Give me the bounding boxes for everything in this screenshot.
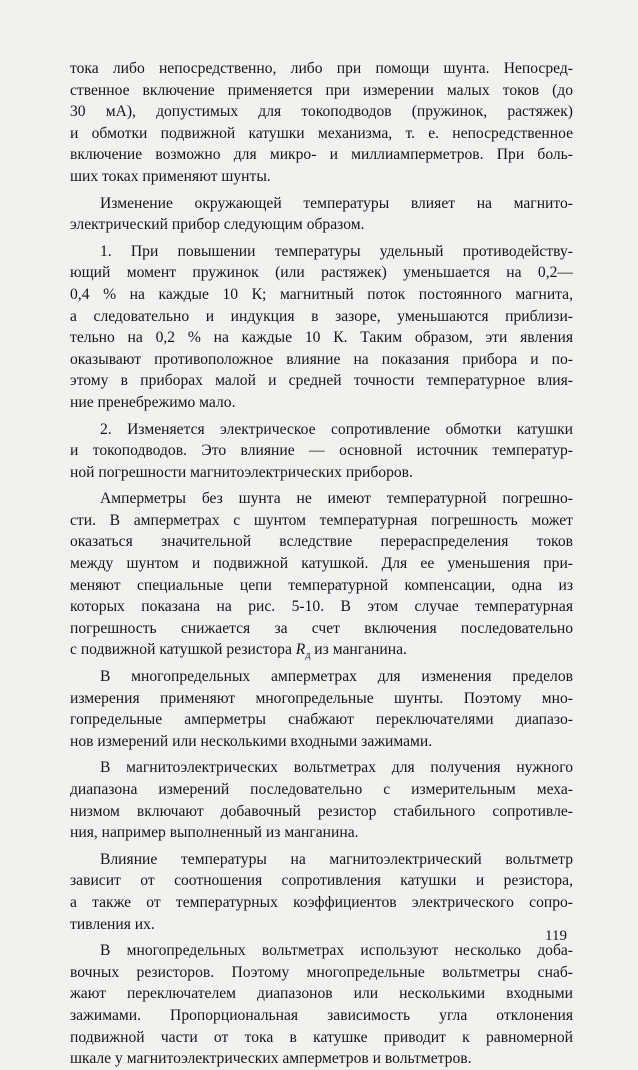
resistor-symbol: R: [295, 641, 306, 659]
text-line: сти. В амперметрах с шунтом температурная погрешность может: [70, 511, 573, 529]
page-number: 119: [545, 928, 567, 944]
text-line: а следовательно и индукция в зазоре, уменьшаются приблизи-: [70, 307, 573, 325]
paragraph-5: [70, 488, 573, 661]
paragraph-2: [70, 193, 573, 236]
page-body-text: [70, 58, 573, 1070]
text-line: ственное включение применяется при измерении малых токов (до: [70, 81, 573, 99]
text-line: вочных резисторов. Поэтому многопредельные вольтметры снаб-: [70, 963, 573, 981]
text-line: оказывают противоположное влияние на показания прибора и по-: [70, 350, 573, 368]
text-line: меняют специальные цепи температурной компенсации, одна из: [70, 576, 573, 594]
text-line: ной погрешности магнитоэлектрических приборов.: [70, 463, 413, 481]
text-line: между шунтом и подвижной катушкой. Для ее уменьшения при-: [70, 555, 573, 573]
text-line: а также от температурных коэффициентов электрического сопро-: [70, 893, 573, 911]
text-line: и обмотки подвижной катушки механизма, т. е. непосредственное: [70, 124, 573, 142]
text-line: погрешность снижается за счет включения последовательно: [70, 619, 573, 637]
text-line: ние пренебрежимо мало.: [70, 393, 236, 411]
text-line: шкале у магнитоэлектрических амперметров и вольтметров.: [70, 1050, 472, 1068]
text-line: измерения применяют многопредельные шунты. Поэтому мно-: [70, 689, 573, 707]
paragraph-4: [70, 419, 573, 484]
resistor-line-after: из манганина.: [310, 641, 407, 659]
paragraph-8: [70, 849, 573, 935]
text-line: В многопредельных амперметрах для изменения пределов: [100, 668, 573, 686]
text-line: ющий момент пружинок (или растяжек) уменьшается на 0,2—: [70, 264, 573, 282]
text-line: 0,4 % на каждые 10 К; магнитный поток постоянного магнита,: [70, 285, 573, 303]
paragraph-1: [70, 58, 573, 188]
text-line: которых показана на рис. 5-10. В этом случае температурная: [70, 598, 573, 616]
text-line: тельно на 0,2 % на каждые 10 К. Таким образом, эти явления: [70, 329, 573, 347]
text-line: нов измерений или несколькими входными зажимами.: [70, 732, 433, 750]
text-line: Влияние температуры на магнитоэлектрический вольтметр: [100, 850, 573, 868]
text-line: и токоподводов. Это влияние — основной источник температур-: [70, 442, 573, 460]
text-line: зажимами. Пропорциональная зависимость угла отклонения: [70, 1006, 573, 1024]
paragraph-7: [70, 757, 573, 843]
text-line: 1. При повышении температуры удельный противодейству-: [100, 242, 573, 260]
text-line: гопредельные амперметры снабжают переключателями диапазо-: [70, 711, 573, 729]
text-line-resistor: [70, 639, 573, 661]
resistor-line-before: с подвижной катушкой резистора: [70, 641, 296, 659]
text-line: подвижной части от тока в катушке приводит к равномерной: [70, 1028, 573, 1046]
text-line: ших токах применяют шунты.: [70, 167, 271, 185]
text-line: тивления их.: [70, 915, 155, 933]
text-line: зависит от соотношения сопротивления катушки и резистора,: [70, 872, 573, 890]
text-line: электрический прибор следующим образом.: [70, 216, 365, 234]
text-line: диапазона измерений последовательно с измерительным меха-: [70, 781, 573, 798]
text-line: низмом включают добавочный резистор стабильного сопротивле-: [70, 802, 573, 820]
text-line: Амперметры без шунта не имеют температурной погрешно-: [100, 490, 573, 508]
paragraph-9: [70, 940, 573, 1070]
paragraph-6: [70, 666, 573, 752]
paragraph-3: [70, 241, 573, 414]
resistor-subscript: д: [305, 650, 311, 662]
text-line: ния, например выполненный из манганина.: [70, 824, 359, 842]
text-line: В магнитоэлектрических вольтметрах для получения нужного: [100, 759, 573, 777]
text-line: жают переключателем диапазонов или несколькими входными: [70, 985, 573, 1003]
text-line: этому в приборах малой и средней точности температурное влия-: [70, 372, 573, 390]
text-line: В многопредельных вольтметрах используют несколько доба-: [100, 942, 573, 960]
text-line: 2. Изменяется электрическое сопротивление обмотки катушки: [100, 420, 573, 438]
text-line: тока либо непосредственно, либо при помощи шунта. Непосред-: [70, 60, 573, 77]
text-line: включение возможно для микро- и миллиамперметров. При боль-: [70, 146, 573, 164]
text-line: оказаться значительной вследствие перераспределения токов: [70, 533, 573, 551]
text-line: Изменение окружающей температуры влияет на магнито-: [100, 194, 573, 212]
text-line: 30 мА), допустимых для токоподводов (пружинок, растяжек): [70, 103, 573, 121]
